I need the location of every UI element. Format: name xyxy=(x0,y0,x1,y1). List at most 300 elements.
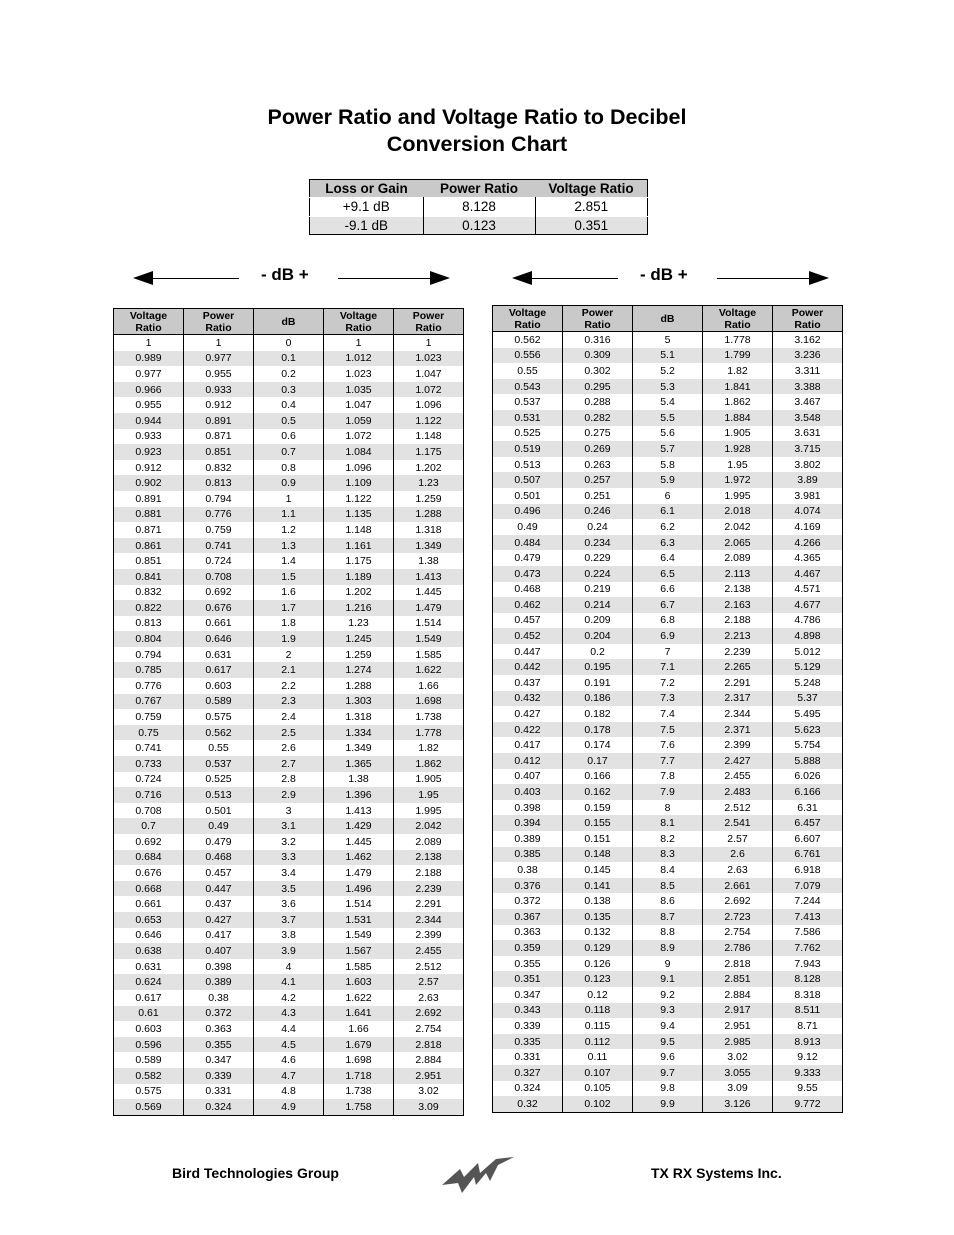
table-cell: 0.442 xyxy=(493,659,563,675)
table-cell: 0.447 xyxy=(184,881,254,897)
table-cell: 1.288 xyxy=(394,507,464,523)
column-header xyxy=(773,306,843,332)
table-row xyxy=(493,847,843,863)
table-cell: 0.174 xyxy=(563,737,633,753)
table-cell: 2.163 xyxy=(703,597,773,613)
table-cell: 2.213 xyxy=(703,628,773,644)
table-row xyxy=(114,382,464,398)
table-cell: 0.166 xyxy=(563,769,633,785)
table-cell: 0.9 xyxy=(254,475,324,491)
table-cell: 0.6 xyxy=(254,429,324,445)
table-cell: 1.514 xyxy=(324,896,394,912)
table-cell: 2.427 xyxy=(703,753,773,769)
table-cell: 1.175 xyxy=(324,553,394,569)
table-cell: 8.4 xyxy=(633,862,703,878)
table-cell: 1.318 xyxy=(324,709,394,725)
table-cell: 0.214 xyxy=(563,597,633,613)
table-cell: 1.778 xyxy=(703,332,773,348)
table-cell: 0.427 xyxy=(184,912,254,928)
table-cell: 6.918 xyxy=(794,863,821,876)
table-cell: 7.6 xyxy=(633,737,703,753)
column-header-line: Power xyxy=(412,309,445,322)
table-cell: 0.603 xyxy=(184,678,254,694)
table-row xyxy=(493,987,843,1003)
table-cell: 5.37 xyxy=(773,691,843,707)
table-cell: 1.365 xyxy=(324,756,394,772)
table-row xyxy=(114,834,464,850)
table-cell: 0.525 xyxy=(184,772,254,788)
table-cell: 1.3 xyxy=(254,538,324,554)
table-cell: 0.102 xyxy=(563,1096,633,1112)
table-cell: 4.4 xyxy=(254,1021,324,1037)
table-cell: 0.794 xyxy=(184,491,254,507)
table-cell: 1.884 xyxy=(703,410,773,426)
table-row xyxy=(493,1003,843,1019)
table-cell: 0.359 xyxy=(493,940,563,956)
summary-cell: 0.351 xyxy=(535,216,648,235)
table-cell: 0.7 xyxy=(254,444,324,460)
table-cell: 1.122 xyxy=(394,413,464,429)
table-cell: 3.715 xyxy=(773,441,843,457)
title-line-2: Conversion Chart xyxy=(386,132,568,156)
table-cell: 8.1 xyxy=(633,815,703,831)
table-cell: 4.8 xyxy=(254,1084,324,1100)
table-row xyxy=(493,925,843,941)
table-cell: 0.923 xyxy=(114,444,184,460)
table-cell: 0.813 xyxy=(114,616,184,632)
db-direction-header-right xyxy=(512,262,830,296)
table-cell: 1.047 xyxy=(415,367,442,380)
table-row xyxy=(114,1006,464,1022)
table-cell: 0.105 xyxy=(563,1081,633,1097)
table-cell: 3.4 xyxy=(254,865,324,881)
table-cell: 2.344 xyxy=(703,706,773,722)
table-cell: 7 xyxy=(633,644,703,660)
table-cell: 0.582 xyxy=(114,1068,184,1084)
table-cell: 2.1 xyxy=(254,662,324,678)
table-cell: 0.759 xyxy=(114,709,184,725)
table-cell: 1.799 xyxy=(703,348,773,364)
column-header-line: Ratio xyxy=(415,321,442,334)
table-cell: 0.394 xyxy=(493,815,563,831)
table-cell: 1 xyxy=(425,336,432,349)
left-arrow-icon xyxy=(137,278,239,279)
table-row xyxy=(493,1096,843,1112)
table-cell: 2.138 xyxy=(703,582,773,598)
table-cell: 8.8 xyxy=(633,925,703,941)
table-cell: 1.549 xyxy=(324,928,394,944)
table-cell: 0.813 xyxy=(184,475,254,491)
table-cell: 1.318 xyxy=(415,523,442,536)
table-cell: 0.159 xyxy=(563,800,633,816)
table-cell: 0.646 xyxy=(184,631,254,647)
table-cell: 0.351 xyxy=(493,971,563,987)
table-cell: 4.571 xyxy=(794,583,821,596)
table-cell: 3.1 xyxy=(254,818,324,834)
table-cell: 0.519 xyxy=(493,441,563,457)
table-cell: 1.349 xyxy=(394,538,464,554)
table-cell: 9.2 xyxy=(633,987,703,1003)
table-cell: 0.589 xyxy=(184,694,254,710)
table-cell: 1.95 xyxy=(703,457,773,473)
table-cell: 0.457 xyxy=(184,865,254,881)
table-cell: 0.24 xyxy=(563,519,633,535)
table-cell: 4.786 xyxy=(794,614,821,627)
table-cell: 1.679 xyxy=(324,1037,394,1053)
table-cell: 9.333 xyxy=(773,1065,843,1081)
table-cell: 0.347 xyxy=(184,1052,254,1068)
table-cell: 1.2 xyxy=(254,522,324,538)
table-cell: 3.7 xyxy=(254,912,324,928)
table-cell: 8.71 xyxy=(797,1019,818,1032)
table-cell: 6.4 xyxy=(633,550,703,566)
table-row xyxy=(493,769,843,785)
table-cell: 0.145 xyxy=(563,862,633,878)
table-cell: 1.096 xyxy=(415,399,442,412)
table-row xyxy=(493,1018,843,1034)
table-cell: 7.586 xyxy=(794,926,821,939)
table-cell: 0.513 xyxy=(493,457,563,473)
table-cell: 5.129 xyxy=(773,659,843,675)
table-cell: 2.3 xyxy=(254,694,324,710)
table-row xyxy=(114,850,464,866)
table-cell: 5.495 xyxy=(794,708,821,721)
table-cell: 2 xyxy=(254,647,324,663)
table-cell: 3.467 xyxy=(794,396,821,409)
table-cell: 0.432 xyxy=(493,691,563,707)
table-cell: 3.981 xyxy=(794,489,821,502)
table-cell: 0.785 xyxy=(114,662,184,678)
table-row xyxy=(114,585,464,601)
table-cell: 2.57 xyxy=(394,974,464,990)
table-cell: 7.2 xyxy=(633,675,703,691)
table-row xyxy=(493,550,843,566)
table-cell: 0.302 xyxy=(563,363,633,379)
table-cell: 0.417 xyxy=(184,928,254,944)
company-logo-icon xyxy=(440,1155,516,1197)
summary-cell: 0.123 xyxy=(423,216,535,235)
table-cell: 1.5 xyxy=(254,569,324,585)
table-cell: 1.585 xyxy=(324,959,394,975)
table-cell: 1.462 xyxy=(324,850,394,866)
table-row xyxy=(493,1049,843,1065)
column-header-line: dB xyxy=(281,315,296,328)
table-row xyxy=(114,943,464,959)
table-cell: 4.365 xyxy=(794,552,821,565)
table-cell: 2.344 xyxy=(394,912,464,928)
header-row xyxy=(493,306,843,332)
table-cell: 0.107 xyxy=(563,1065,633,1081)
table-cell: 0.347 xyxy=(493,987,563,1003)
table-cell: 3.055 xyxy=(703,1065,773,1081)
table-cell: 8.5 xyxy=(633,878,703,894)
table-cell: 0.295 xyxy=(563,379,633,395)
table-cell: 1.23 xyxy=(324,616,394,632)
table-cell: 4.5 xyxy=(254,1037,324,1053)
table-cell: 0.603 xyxy=(114,1021,184,1037)
table-cell: 1.4 xyxy=(254,553,324,569)
table-cell: 1.641 xyxy=(324,1006,394,1022)
column-header xyxy=(114,309,184,335)
table-cell: 0.219 xyxy=(563,582,633,598)
title-line-1: Power Ratio and Voltage Ratio to Decibel xyxy=(267,105,687,129)
table-row xyxy=(114,990,464,1006)
table-row xyxy=(114,475,464,491)
table-cell: 2.512 xyxy=(415,960,442,973)
table-cell: 1.603 xyxy=(324,974,394,990)
table-cell: 9 xyxy=(633,956,703,972)
table-row xyxy=(114,600,464,616)
table-cell: 0.257 xyxy=(563,472,633,488)
table-cell: 1.698 xyxy=(394,694,464,710)
table-row xyxy=(114,787,464,803)
table-cell: 1.8 xyxy=(254,616,324,632)
table-cell: 8.128 xyxy=(773,971,843,987)
table-row xyxy=(493,441,843,457)
table-cell: 3.02 xyxy=(703,1049,773,1065)
column-header-line: Ratio xyxy=(514,318,541,331)
table-cell: 3.5 xyxy=(254,881,324,897)
table-cell: 1.82 xyxy=(418,742,439,755)
table-cell: 0.204 xyxy=(563,628,633,644)
table-row xyxy=(493,410,843,426)
right-arrow-icon xyxy=(338,278,446,279)
table-cell: 0.716 xyxy=(114,787,184,803)
table-cell: 0.569 xyxy=(114,1099,184,1115)
table-cell: 0.653 xyxy=(114,912,184,928)
table-cell: 1.012 xyxy=(324,351,394,367)
table-cell: 0.38 xyxy=(184,990,254,1006)
table-cell: 8.318 xyxy=(794,988,821,1001)
table-cell: 1.698 xyxy=(324,1052,394,1068)
table-row xyxy=(493,472,843,488)
table-cell: 1.175 xyxy=(394,444,464,460)
table-row xyxy=(493,893,843,909)
table-cell: 0.525 xyxy=(493,426,563,442)
table-cell: 8.511 xyxy=(773,1003,843,1019)
table-cell: 0.2 xyxy=(563,644,633,660)
table-row xyxy=(493,753,843,769)
summary-cell: +9.1 dB xyxy=(310,198,424,217)
table-cell: 0.556 xyxy=(493,348,563,364)
table-cell: 1.738 xyxy=(324,1084,394,1100)
table-cell: 0.61 xyxy=(114,1006,184,1022)
table-cell: 9.6 xyxy=(633,1049,703,1065)
table-cell: 4 xyxy=(254,959,324,975)
table-cell: 0.977 xyxy=(114,366,184,382)
table-cell: 0.331 xyxy=(184,1084,254,1100)
table-cell: 7.1 xyxy=(633,659,703,675)
table-cell: 0.543 xyxy=(493,379,563,395)
table-cell: 0.118 xyxy=(563,1003,633,1019)
table-cell: 4.2 xyxy=(254,990,324,1006)
column-header-line: Voltage xyxy=(718,306,757,319)
column-header-line: Ratio xyxy=(724,318,751,331)
table-row xyxy=(493,1081,843,1097)
table-cell: 2.371 xyxy=(703,722,773,738)
table-row xyxy=(493,488,843,504)
table-row xyxy=(493,722,843,738)
table-cell: 2.399 xyxy=(703,737,773,753)
table-cell: 1.288 xyxy=(324,678,394,694)
table-cell: 0.3 xyxy=(254,382,324,398)
table-cell: 1.862 xyxy=(394,756,464,772)
table-cell: 0.646 xyxy=(114,928,184,944)
table-row xyxy=(114,772,464,788)
table-cell: 3.9 xyxy=(254,943,324,959)
table-cell: 6.31 xyxy=(797,801,818,814)
table-cell: 0.841 xyxy=(114,569,184,585)
table-cell: 0.38 xyxy=(493,862,563,878)
table-row xyxy=(114,1037,464,1053)
table-cell: 8.9 xyxy=(633,940,703,956)
table-cell: 0.363 xyxy=(184,1021,254,1037)
table-cell: 0.684 xyxy=(114,850,184,866)
table-cell: 4.1 xyxy=(254,974,324,990)
table-row xyxy=(493,613,843,629)
table-cell: 7.943 xyxy=(794,957,821,970)
table-cell: 0.132 xyxy=(563,925,633,941)
table-cell: 0.112 xyxy=(563,1034,633,1050)
table-cell: 9.12 xyxy=(797,1051,818,1064)
table-row xyxy=(114,491,464,507)
table-cell: 2.065 xyxy=(703,535,773,551)
table-cell: 0.389 xyxy=(184,974,254,990)
table-cell: 2.5 xyxy=(254,725,324,741)
table-row xyxy=(114,896,464,912)
table-cell: 0.989 xyxy=(114,351,184,367)
table-row xyxy=(493,348,843,364)
table-cell: 0.851 xyxy=(184,444,254,460)
table-cell: 0.452 xyxy=(493,628,563,644)
table-cell: 2.754 xyxy=(703,925,773,941)
table-cell: 2.884 xyxy=(415,1054,442,1067)
table-cell: 1.109 xyxy=(324,475,394,491)
table-cell: 1.259 xyxy=(324,647,394,663)
table-row xyxy=(114,662,464,678)
table-cell: 0.955 xyxy=(184,366,254,382)
table-cell: 2.985 xyxy=(703,1034,773,1050)
table-cell: 1.496 xyxy=(324,881,394,897)
table-cell: 2.239 xyxy=(703,644,773,660)
table-cell: 2.042 xyxy=(394,818,464,834)
table-cell: 1.084 xyxy=(324,444,394,460)
table-cell: 3.2 xyxy=(254,834,324,850)
table-cell: 3.8 xyxy=(254,928,324,944)
table-cell: 1.035 xyxy=(324,382,394,398)
table-cell: 0.141 xyxy=(563,878,633,894)
table-cell: 0.437 xyxy=(184,896,254,912)
table-cell: 0.389 xyxy=(493,831,563,847)
table-cell: 0.162 xyxy=(563,784,633,800)
table-cell: 6.607 xyxy=(794,832,821,845)
table-cell: 0.871 xyxy=(114,522,184,538)
table-cell: 8.913 xyxy=(773,1034,843,1050)
table-cell: 2.018 xyxy=(703,504,773,520)
table-cell: 2.265 xyxy=(703,659,773,675)
table-cell: 1.66 xyxy=(418,679,439,692)
table-cell: 4.074 xyxy=(773,504,843,520)
table-row xyxy=(114,460,464,476)
db-direction-header-left xyxy=(133,262,451,296)
table-row xyxy=(114,647,464,663)
table-row xyxy=(493,363,843,379)
table-row xyxy=(114,507,464,523)
table-cell: 8.7 xyxy=(633,909,703,925)
table-cell: 0.741 xyxy=(114,740,184,756)
table-cell: 2.8 xyxy=(254,772,324,788)
table-cell: 2.951 xyxy=(394,1068,464,1084)
table-cell: 0.275 xyxy=(563,426,633,442)
column-header-line: Voltage xyxy=(339,309,378,322)
table-cell: 1.972 xyxy=(703,472,773,488)
table-row xyxy=(114,678,464,694)
table-cell: 1.413 xyxy=(324,803,394,819)
table-cell: 0.531 xyxy=(493,410,563,426)
table-cell: 1.38 xyxy=(324,772,394,788)
db-direction-label: - dB + xyxy=(261,265,309,284)
table-cell: 0.55 xyxy=(493,363,563,379)
column-header xyxy=(633,306,703,332)
table-cell: 9.9 xyxy=(633,1096,703,1112)
table-row xyxy=(114,631,464,647)
table-cell: 2.042 xyxy=(703,519,773,535)
table-cell: 0.631 xyxy=(184,647,254,663)
table-cell: 0.75 xyxy=(114,725,184,741)
table-cell: 0.135 xyxy=(563,909,633,925)
table-cell: 0.129 xyxy=(563,940,633,956)
table-cell: 0.8 xyxy=(254,460,324,476)
table-cell: 6.761 xyxy=(773,847,843,863)
table-row xyxy=(114,928,464,944)
column-header xyxy=(563,306,633,332)
table-cell: 0.484 xyxy=(493,535,563,551)
table-cell: 0.871 xyxy=(184,429,254,445)
table-cell: 4.3 xyxy=(254,1006,324,1022)
column-header xyxy=(703,306,773,332)
table-row xyxy=(493,800,843,816)
table-cell: 0.324 xyxy=(184,1099,254,1115)
table-cell: 1.072 xyxy=(324,429,394,445)
table-cell: 0.708 xyxy=(184,569,254,585)
table-cell: 1.778 xyxy=(394,725,464,741)
table-cell: 0.501 xyxy=(184,803,254,819)
column-header-line: Ratio xyxy=(584,318,611,331)
table-row xyxy=(114,1052,464,1068)
table-cell: 2.113 xyxy=(703,566,773,582)
table-row xyxy=(114,429,464,445)
table-cell: 2.851 xyxy=(703,971,773,987)
table-cell: 0.596 xyxy=(114,1037,184,1053)
table-cell: 0.741 xyxy=(184,538,254,554)
table-row xyxy=(493,332,843,348)
table-cell: 8.3 xyxy=(633,847,703,863)
table-cell: 0.902 xyxy=(114,475,184,491)
table-row xyxy=(493,597,843,613)
table-cell: 1.758 xyxy=(324,1099,394,1115)
column-header xyxy=(493,306,563,332)
conversion-table-left xyxy=(113,308,464,1116)
table-row xyxy=(493,426,843,442)
table-row xyxy=(493,566,843,582)
table-cell: 3.311 xyxy=(794,364,821,377)
footer-company-right: TX RX Systems Inc. xyxy=(651,1165,782,1181)
table-cell: 5 xyxy=(633,332,703,348)
table-cell: 1.396 xyxy=(324,787,394,803)
table-row xyxy=(493,644,843,660)
table-cell: 2.2 xyxy=(254,678,324,694)
table-cell: 2.9 xyxy=(254,787,324,803)
